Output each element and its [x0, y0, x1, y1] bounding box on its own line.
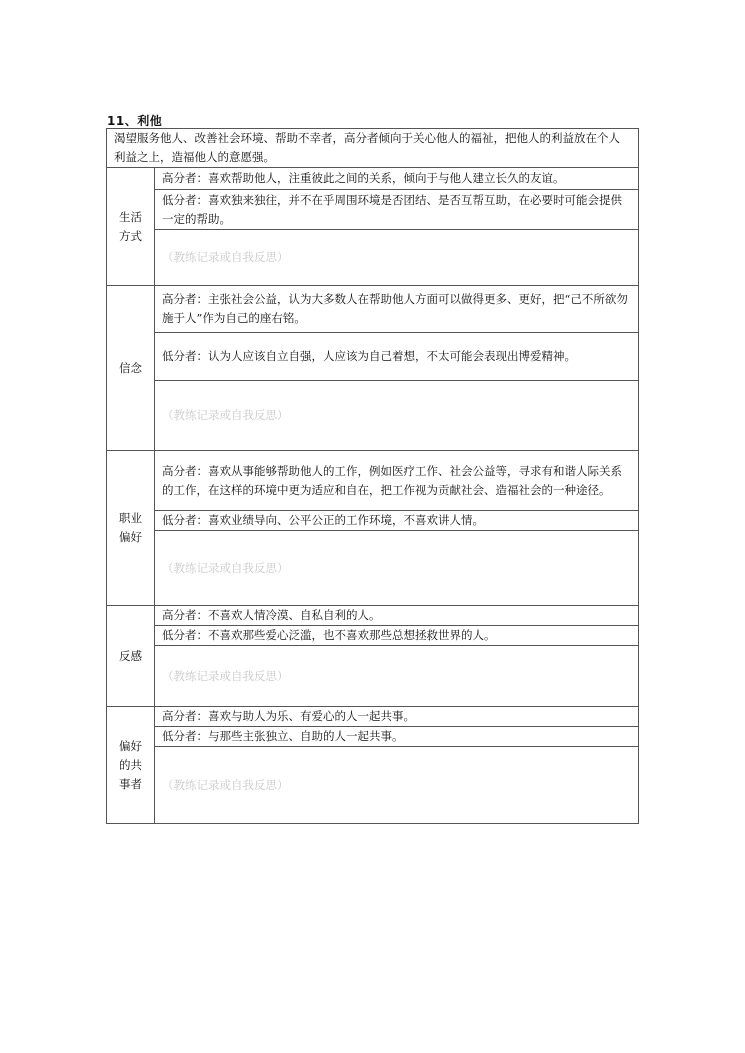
label-text: 职业 偏好	[119, 511, 142, 544]
section-label-career	[107, 451, 155, 606]
low-score-text: 低分者：认为人应该自立自强，人应该为自己着想，不太可能会表现出博爱精神。	[155, 333, 639, 381]
label-text: 偏好 的共 事者	[119, 738, 142, 791]
notes-field[interactable]: （教练记录或自我反思）	[155, 646, 639, 707]
section-label-dislike	[107, 606, 155, 707]
section-heading: 11、利他	[107, 114, 163, 128]
label-text: 信念	[119, 360, 142, 375]
section-label-coworkers	[107, 707, 155, 824]
label-text: 反感	[119, 648, 142, 663]
section-row	[107, 606, 639, 626]
section-row	[107, 451, 639, 511]
section-row	[107, 286, 639, 333]
low-score-text: 低分者：不喜欢那些爱心泛滥，也不喜欢那些总想拯救世界的人。	[155, 626, 639, 646]
intro-text: 渴望服务他人、改善社会环境、帮助不幸者，高分者倾向于关心他人的福祉，把他人的利益放在个人利益之上，造福他人的意愿强。	[107, 129, 639, 168]
high-score-text: 高分者：主张社会公益，认为大多数人在帮助他人方面可以做得更多、更好，把“己不所欲勿施于人”作为自己的座右铭。	[155, 286, 639, 333]
section-label-lifestyle	[107, 168, 155, 286]
low-score-text: 低分者：喜欢业绩导向、公平公正的工作环境，不喜欢讲人情。	[155, 511, 639, 531]
section-row	[107, 707, 639, 727]
intro-row	[107, 129, 639, 168]
high-score-text: 高分者：喜欢帮助他人，注重彼此之间的关系，倾向于与他人建立长久的友谊。	[155, 168, 639, 190]
notes-field[interactable]: （教练记录或自我反思）	[155, 230, 639, 286]
section-label-belief	[107, 286, 155, 451]
trait-table	[106, 128, 639, 824]
label-text: 生活 方式	[119, 209, 142, 243]
low-score-text: 低分者：与那些主张独立、自助的人一起共事。	[155, 727, 639, 747]
notes-field[interactable]: （教练记录或自我反思）	[155, 531, 639, 606]
section-row	[107, 168, 639, 190]
high-score-text: 高分者：喜欢从事能够帮助他人的工作，例如医疗工作、社会公益等，寻求有和谐人际关系的工作，在这样的环境中更为适应和自在，把工作视为贡献社会、造福社会的一种途径。	[155, 451, 639, 511]
high-score-text: 高分者：不喜欢人情冷漠、自私自利的人。	[155, 606, 639, 626]
high-score-text: 高分者：喜欢与助人为乐、有爱心的人一起共事。	[155, 707, 639, 727]
notes-field[interactable]: （教练记录或自我反思）	[155, 747, 639, 824]
low-score-text: 低分者：喜欢独来独往，并不在乎周围环境是否团结、是否互帮互助，在必要时可能会提供一定的帮助。	[155, 190, 639, 230]
notes-field[interactable]: （教练记录或自我反思）	[155, 381, 639, 451]
